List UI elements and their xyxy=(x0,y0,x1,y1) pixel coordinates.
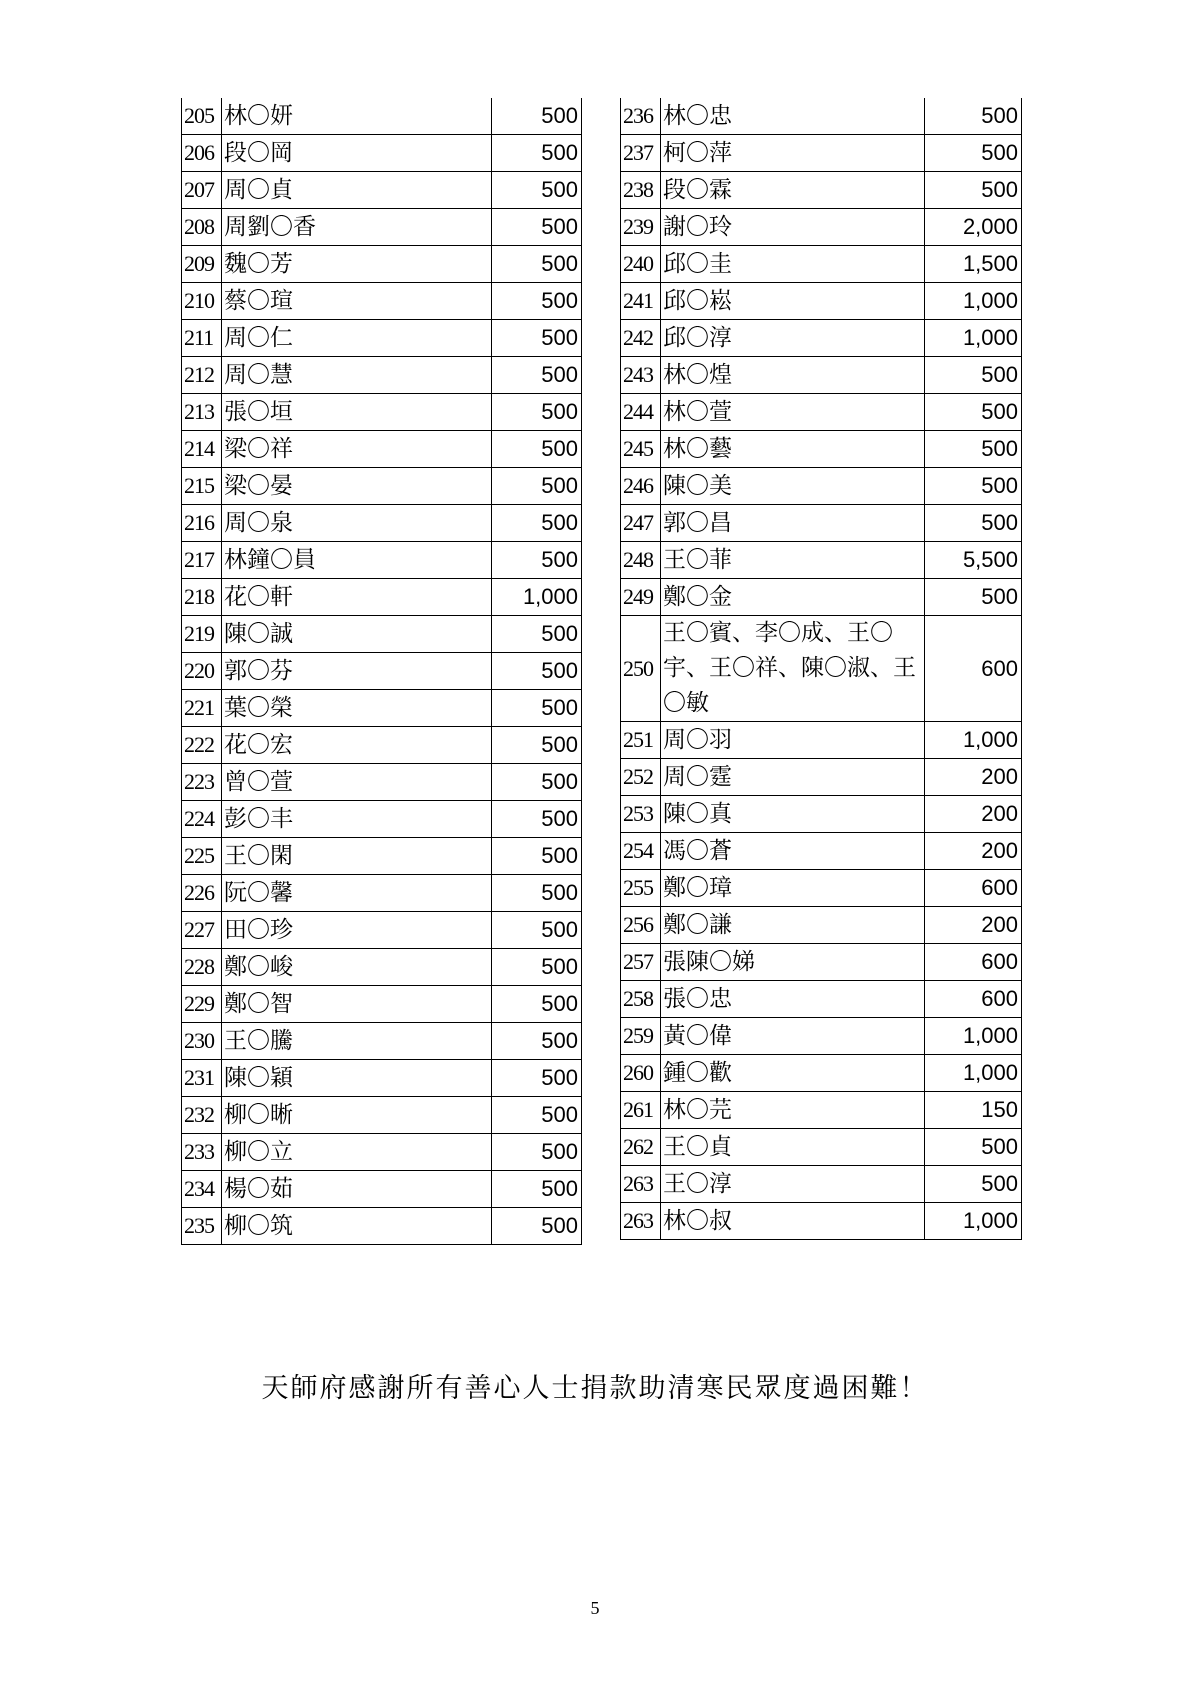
row-number: 228 xyxy=(182,949,222,986)
table-row xyxy=(182,764,582,801)
donor-name: 林〇叔 xyxy=(661,1203,925,1240)
row-number: 244 xyxy=(621,394,661,431)
donor-name: 鄭〇金 xyxy=(661,579,925,616)
donation-amount: 500 xyxy=(492,246,582,283)
row-number: 253 xyxy=(621,796,661,833)
row-number: 225 xyxy=(182,838,222,875)
donation-amount: 500 xyxy=(492,801,582,838)
donor-name: 柯〇萍 xyxy=(661,135,925,172)
row-number: 263 xyxy=(621,1203,661,1240)
donor-name: 林〇煌 xyxy=(661,357,925,394)
donor-name: 邱〇崧 xyxy=(661,283,925,320)
table-row xyxy=(182,1060,582,1097)
donation-amount: 500 xyxy=(492,1097,582,1134)
row-number: 232 xyxy=(182,1097,222,1134)
table-row xyxy=(182,320,582,357)
table-row xyxy=(182,283,582,320)
donor-name: 王〇淳 xyxy=(661,1166,925,1203)
donation-amount: 500 xyxy=(492,468,582,505)
page-number: 5 xyxy=(590,1598,600,1618)
donation-amount: 5,500 xyxy=(925,542,1022,579)
donor-name: 楊〇茹 xyxy=(222,1171,492,1208)
donor-name: 林〇芫 xyxy=(661,1092,925,1129)
donation-amount: 1,000 xyxy=(925,1018,1022,1055)
row-number: 250 xyxy=(621,616,661,722)
donor-name: 花〇軒 xyxy=(222,579,492,616)
row-number: 242 xyxy=(621,320,661,357)
table-row xyxy=(182,727,582,764)
donor-name: 張〇垣 xyxy=(222,394,492,431)
row-number: 214 xyxy=(182,431,222,468)
donor-name: 柳〇筑 xyxy=(222,1208,492,1245)
donation-amount: 500 xyxy=(492,949,582,986)
row-number: 234 xyxy=(182,1171,222,1208)
row-number: 211 xyxy=(182,320,222,357)
table-row xyxy=(182,1134,582,1171)
donation-amount: 500 xyxy=(492,431,582,468)
donor-name: 周〇霆 xyxy=(661,759,925,796)
donor-name: 阮〇馨 xyxy=(222,875,492,912)
table-row xyxy=(621,796,1022,833)
row-number: 247 xyxy=(621,505,661,542)
donation-amount: 1,000 xyxy=(925,283,1022,320)
donation-amount: 500 xyxy=(925,1166,1022,1203)
donation-amount: 200 xyxy=(925,907,1022,944)
row-number: 238 xyxy=(621,172,661,209)
table-row xyxy=(621,870,1022,907)
donation-amount: 600 xyxy=(925,870,1022,907)
row-number: 229 xyxy=(182,986,222,1023)
donor-name: 林〇萱 xyxy=(661,394,925,431)
donor-name: 周劉〇香 xyxy=(222,209,492,246)
donation-amount: 500 xyxy=(492,542,582,579)
donor-table-right-body xyxy=(621,98,1022,1240)
row-number: 216 xyxy=(182,505,222,542)
row-number: 258 xyxy=(621,981,661,1018)
table-row xyxy=(182,838,582,875)
table-row xyxy=(621,246,1022,283)
row-number: 210 xyxy=(182,283,222,320)
donation-amount: 500 xyxy=(925,135,1022,172)
donation-amount: 200 xyxy=(925,833,1022,870)
donation-amount: 600 xyxy=(925,944,1022,981)
donation-amount: 500 xyxy=(492,357,582,394)
row-number: 254 xyxy=(621,833,661,870)
row-number: 207 xyxy=(182,172,222,209)
donation-amount: 500 xyxy=(492,172,582,209)
donor-name: 黃〇偉 xyxy=(661,1018,925,1055)
table-row xyxy=(621,759,1022,796)
row-number: 233 xyxy=(182,1134,222,1171)
table-row xyxy=(621,1055,1022,1092)
row-number: 223 xyxy=(182,764,222,801)
table-row xyxy=(182,1097,582,1134)
donation-amount: 500 xyxy=(492,209,582,246)
donor-name: 蔡〇瑄 xyxy=(222,283,492,320)
table-row xyxy=(182,431,582,468)
row-number: 231 xyxy=(182,1060,222,1097)
donor-name: 梁〇晏 xyxy=(222,468,492,505)
donation-amount: 500 xyxy=(492,653,582,690)
table-row xyxy=(621,1018,1022,1055)
row-number: 205 xyxy=(182,98,222,135)
table-row xyxy=(621,1092,1022,1129)
table-row xyxy=(182,542,582,579)
thanks-message: 天師府感謝所有善心人士捐款助清寒民眾度過困難！ xyxy=(261,1373,929,1404)
row-number: 259 xyxy=(621,1018,661,1055)
donation-amount: 1,500 xyxy=(925,246,1022,283)
donor-name: 林鐘〇員 xyxy=(222,542,492,579)
donation-amount: 1,000 xyxy=(925,1055,1022,1092)
table-row xyxy=(621,98,1022,135)
donor-name: 鄭〇智 xyxy=(222,986,492,1023)
donor-name: 曾〇萱 xyxy=(222,764,492,801)
table-row xyxy=(182,986,582,1023)
row-number: 217 xyxy=(182,542,222,579)
row-number: 239 xyxy=(621,209,661,246)
donor-name: 周〇仁 xyxy=(222,320,492,357)
table-row xyxy=(182,1171,582,1208)
table-row xyxy=(621,357,1022,394)
table-row xyxy=(621,616,1022,722)
row-number: 227 xyxy=(182,912,222,949)
donor-name: 鄭〇峻 xyxy=(222,949,492,986)
table-row xyxy=(621,394,1022,431)
donation-amount: 500 xyxy=(925,357,1022,394)
donation-amount: 500 xyxy=(925,579,1022,616)
donor-name: 王〇賓、李〇成、王〇宇、王〇祥、陳〇淑、王〇敏 xyxy=(661,616,925,722)
donation-amount: 200 xyxy=(925,796,1022,833)
row-number: 206 xyxy=(182,135,222,172)
table-row xyxy=(621,833,1022,870)
row-number: 215 xyxy=(182,468,222,505)
table-row xyxy=(182,616,582,653)
table-row xyxy=(621,1166,1022,1203)
donation-amount: 500 xyxy=(492,764,582,801)
table-row xyxy=(182,801,582,838)
donor-name: 陳〇真 xyxy=(661,796,925,833)
table-row xyxy=(182,209,582,246)
donor-name: 林〇妍 xyxy=(222,98,492,135)
table-row xyxy=(621,981,1022,1018)
table-row xyxy=(621,542,1022,579)
donation-amount: 500 xyxy=(492,912,582,949)
donation-amount: 500 xyxy=(925,505,1022,542)
donation-amount: 500 xyxy=(925,98,1022,135)
donor-name: 段〇霖 xyxy=(661,172,925,209)
donation-amount: 500 xyxy=(925,172,1022,209)
donor-name: 林〇藝 xyxy=(661,431,925,468)
donor-name: 馮〇蒼 xyxy=(661,833,925,870)
donation-amount: 500 xyxy=(492,1171,582,1208)
row-number: 226 xyxy=(182,875,222,912)
donation-amount: 500 xyxy=(925,431,1022,468)
donor-name: 陳〇誠 xyxy=(222,616,492,653)
row-number: 208 xyxy=(182,209,222,246)
donation-amount: 500 xyxy=(492,283,582,320)
row-number: 252 xyxy=(621,759,661,796)
table-row xyxy=(182,949,582,986)
row-number: 218 xyxy=(182,579,222,616)
row-number: 260 xyxy=(621,1055,661,1092)
donor-name: 周〇慧 xyxy=(222,357,492,394)
donation-amount: 500 xyxy=(492,1060,582,1097)
table-row xyxy=(621,722,1022,759)
donor-name: 謝〇玲 xyxy=(661,209,925,246)
donation-amount: 2,000 xyxy=(925,209,1022,246)
row-number: 240 xyxy=(621,246,661,283)
table-row xyxy=(182,579,582,616)
donor-name: 花〇宏 xyxy=(222,727,492,764)
table-row xyxy=(182,875,582,912)
donor-name: 柳〇立 xyxy=(222,1134,492,1171)
donation-amount: 500 xyxy=(492,320,582,357)
donor-name: 林〇忠 xyxy=(661,98,925,135)
donor-name: 郭〇昌 xyxy=(661,505,925,542)
row-number: 219 xyxy=(182,616,222,653)
donation-amount: 500 xyxy=(492,727,582,764)
donation-amount: 500 xyxy=(925,394,1022,431)
donation-amount: 500 xyxy=(492,616,582,653)
donor-name: 張〇忠 xyxy=(661,981,925,1018)
row-number: 248 xyxy=(621,542,661,579)
row-number: 246 xyxy=(621,468,661,505)
row-number: 236 xyxy=(621,98,661,135)
donation-amount: 500 xyxy=(492,838,582,875)
table-row xyxy=(621,172,1022,209)
row-number: 237 xyxy=(621,135,661,172)
row-number: 261 xyxy=(621,1092,661,1129)
row-number: 224 xyxy=(182,801,222,838)
table-row xyxy=(182,172,582,209)
row-number: 256 xyxy=(621,907,661,944)
table-row xyxy=(621,320,1022,357)
table-row xyxy=(182,394,582,431)
table-row xyxy=(182,98,582,135)
row-number: 212 xyxy=(182,357,222,394)
table-row xyxy=(182,505,582,542)
donation-amount: 500 xyxy=(492,1023,582,1060)
table-row xyxy=(182,357,582,394)
row-number: 209 xyxy=(182,246,222,283)
donor-table-right xyxy=(620,98,1022,1240)
row-number: 262 xyxy=(621,1129,661,1166)
donor-name: 周〇貞 xyxy=(222,172,492,209)
donation-amount: 500 xyxy=(492,690,582,727)
donor-name: 陳〇美 xyxy=(661,468,925,505)
table-row xyxy=(182,690,582,727)
row-number: 221 xyxy=(182,690,222,727)
donor-name: 柳〇晰 xyxy=(222,1097,492,1134)
donor-name: 彭〇丰 xyxy=(222,801,492,838)
table-row xyxy=(621,468,1022,505)
donation-amount: 1,000 xyxy=(925,1203,1022,1240)
table-row xyxy=(621,283,1022,320)
table-row xyxy=(621,135,1022,172)
row-number: 245 xyxy=(621,431,661,468)
donation-amount: 500 xyxy=(492,1134,582,1171)
row-number: 222 xyxy=(182,727,222,764)
table-row xyxy=(182,912,582,949)
row-number: 213 xyxy=(182,394,222,431)
table-row xyxy=(182,653,582,690)
donation-amount: 500 xyxy=(492,98,582,135)
donor-name: 鍾〇歡 xyxy=(661,1055,925,1092)
donor-name: 田〇珍 xyxy=(222,912,492,949)
table-row xyxy=(621,579,1022,616)
donor-name: 陳〇穎 xyxy=(222,1060,492,1097)
donation-amount: 1,000 xyxy=(492,579,582,616)
donation-amount: 500 xyxy=(492,875,582,912)
row-number: 249 xyxy=(621,579,661,616)
donor-table-left xyxy=(181,98,582,1245)
donor-name: 葉〇榮 xyxy=(222,690,492,727)
row-number: 220 xyxy=(182,653,222,690)
donation-amount: 500 xyxy=(492,394,582,431)
donor-name: 魏〇芳 xyxy=(222,246,492,283)
donor-name: 段〇岡 xyxy=(222,135,492,172)
donation-amount: 500 xyxy=(925,468,1022,505)
donation-amount: 1,000 xyxy=(925,320,1022,357)
donation-amount: 600 xyxy=(925,616,1022,722)
donation-amount: 500 xyxy=(925,1129,1022,1166)
table-row xyxy=(182,135,582,172)
donation-amount: 500 xyxy=(492,1208,582,1245)
donor-name: 邱〇圭 xyxy=(661,246,925,283)
donation-amount: 500 xyxy=(492,505,582,542)
donor-name: 張陳〇娣 xyxy=(661,944,925,981)
donor-name: 王〇騰 xyxy=(222,1023,492,1060)
donation-amount: 500 xyxy=(492,135,582,172)
donation-amount: 500 xyxy=(492,986,582,1023)
table-row xyxy=(621,944,1022,981)
row-number: 241 xyxy=(621,283,661,320)
donor-name: 王〇閑 xyxy=(222,838,492,875)
table-row xyxy=(621,1203,1022,1240)
table-row xyxy=(182,1023,582,1060)
donor-table-left-body xyxy=(182,98,582,1245)
donation-amount: 1,000 xyxy=(925,722,1022,759)
row-number: 257 xyxy=(621,944,661,981)
row-number: 230 xyxy=(182,1023,222,1060)
donation-amount: 150 xyxy=(925,1092,1022,1129)
table-row xyxy=(621,907,1022,944)
table-row xyxy=(182,468,582,505)
table-row xyxy=(621,431,1022,468)
donor-name: 邱〇淳 xyxy=(661,320,925,357)
donation-amount: 600 xyxy=(925,981,1022,1018)
donor-name: 鄭〇謙 xyxy=(661,907,925,944)
donor-name: 郭〇芬 xyxy=(222,653,492,690)
row-number: 251 xyxy=(621,722,661,759)
donor-name: 王〇貞 xyxy=(661,1129,925,1166)
table-row xyxy=(182,246,582,283)
row-number: 235 xyxy=(182,1208,222,1245)
donation-amount: 200 xyxy=(925,759,1022,796)
table-row xyxy=(621,209,1022,246)
table-row xyxy=(621,1129,1022,1166)
row-number: 263 xyxy=(621,1166,661,1203)
donor-name: 周〇泉 xyxy=(222,505,492,542)
donor-name: 梁〇祥 xyxy=(222,431,492,468)
row-number: 243 xyxy=(621,357,661,394)
donor-name: 王〇菲 xyxy=(661,542,925,579)
donor-name: 周〇羽 xyxy=(661,722,925,759)
table-row xyxy=(182,1208,582,1245)
donor-name: 鄭〇璋 xyxy=(661,870,925,907)
table-row xyxy=(621,505,1022,542)
row-number: 255 xyxy=(621,870,661,907)
